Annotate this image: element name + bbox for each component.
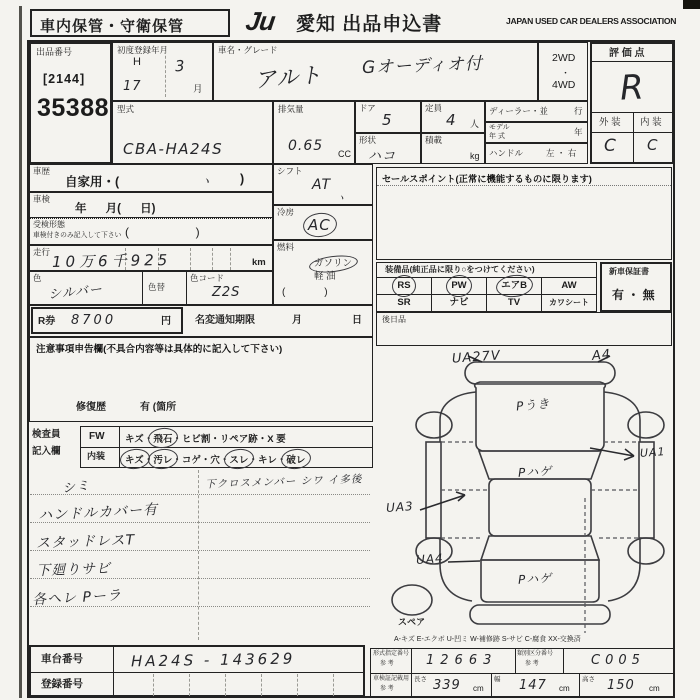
color-code-label: 色コード [190,273,225,283]
mileage-grid3 [190,248,191,270]
dealer-suffix: 行 [574,106,583,116]
scan-corner-mark [683,0,700,9]
plate-grid1 [153,674,154,696]
color-change-label: 色替 [148,282,166,292]
lot-number-box [29,42,112,164]
reg-month-value: 3 [174,56,187,76]
grade-divider3 [592,132,672,133]
grade-divider [592,61,672,62]
model-year-cell [485,122,588,143]
spare-label: スペア [398,617,426,627]
lot-number-label: 出品番号 [36,47,73,57]
drive-dot: ・ [561,68,571,78]
spec-width-unit: cm [559,684,570,693]
aircon-cell [273,205,373,240]
name-change-row [29,305,373,337]
r-ticket-box [31,307,183,334]
damage-rear-left: UA4 [415,551,445,567]
inspector-label1: 検査員 [32,429,61,440]
model-year-suffix: 年 [574,127,583,137]
spec-vdiv2 [515,649,516,673]
steering-value: 左 ・ 右 [546,148,577,158]
chassis-hdiv [31,672,363,673]
aircon-value: AC [308,216,331,234]
history-row [29,164,273,192]
mileage-grid4 [212,248,213,270]
grade-box [590,42,674,164]
fuel-diesel: 軽 油 [314,271,336,282]
plate-grid5 [297,674,298,696]
plate-grid3 [225,674,226,696]
chassis-label: 車台番号 [41,653,83,665]
note-dents: 各ヘレ Pーラ [31,587,123,609]
side-rail-left [426,442,441,538]
dealer-cell [485,101,588,122]
plate-label: 登録番号 [41,678,83,690]
month-suffix: 月 [193,84,203,95]
model-code-box [112,101,273,164]
equip-rs: RS [377,278,431,294]
shaken-label: 車検 [33,194,51,204]
shift-value: AT [312,177,332,193]
color-div1 [142,272,143,304]
plate-grid2 [189,674,190,696]
spec-length-unit: cm [473,684,484,693]
inspector-table [80,426,373,468]
exterior-value: C [604,136,617,156]
fuel-gasoline: ガソリン [314,258,353,269]
shape-cell [355,133,421,164]
color-div2 [186,272,187,304]
sales-point-divider [377,185,671,186]
lot-number: 35388 [37,94,110,122]
note-underbody-rust: 下廻りサビ [35,560,112,580]
warranty-box [600,262,672,312]
equip-pw: PW [431,278,486,294]
load-label: 積載 [425,135,443,145]
sheet-title: 愛知 出品申込書 [296,14,443,35]
lot-stamp: [2144] [43,72,86,86]
rear-fender-left [440,538,472,601]
shape-value: ハコ [368,149,397,164]
shift-cell [273,164,373,205]
chassis-vdiv [113,647,114,695]
storage-box [30,9,230,37]
spec-table [370,648,675,697]
name-change-label: 名変通知期限 [195,315,255,326]
note-studless: スタッドレスT [35,532,136,552]
history-close: ) [240,172,245,186]
doors-label: ドア [359,103,376,113]
mileage-label: 走行 [33,247,51,257]
caution-box [29,337,373,422]
name-change-month: 月 [292,315,302,326]
sales-point-label: セールスポイント(正常に機能するものに限ります) [382,174,592,184]
equipment-label: 装備品(純正品に限り○をつけてください) [385,265,535,274]
model-code-value: CBA-HA24S [123,140,224,158]
damage-front-left: UA27V [451,348,502,367]
era-letter: H [133,56,141,68]
capacity-cell [421,101,485,133]
rear-window [481,536,599,560]
damage-rear: Pハゲ [517,571,553,587]
car-name-box [213,42,538,101]
association-name: JAPAN USED CAR DEALERS ASSOCIATION [506,16,677,26]
color-code-value: Z2S [212,285,241,300]
spec-height-value: 150 [607,678,635,693]
shape-label: 形状 [359,135,377,145]
jukken-note: 車検付きのみ記入して下さい [33,232,122,239]
guide-vline [198,470,199,640]
capacity-label: 定員 [425,103,443,113]
car-name-label: 車名・グレード [218,45,278,55]
spec-vdiv3 [563,649,564,673]
car-diagram [372,348,675,645]
grade-value: R [618,67,646,109]
caution-label: 注意事項申告欄(不具合内容等は具体的に記入して下さい) [36,344,283,355]
insp-fw-items: キズ・飛石・ヒビ割・リペア跡・X 要 [125,431,286,445]
spec-width-value: 147 [519,678,547,693]
color-label: 色 [33,273,42,283]
jukken-paren: ( ) [125,225,200,239]
car-topview-svg [372,348,675,645]
mileage-value: 10万6千925 [51,250,172,272]
model-code-label: 型式 [117,104,135,114]
later-item-label: 後日品 [382,315,406,324]
mileage-grid5 [230,248,231,270]
insp-interior-items: キズ・汚レ・コゲ・穴・スレ・キレ・破レ [125,452,305,466]
spec-doc-label: 車検証記載用 [373,676,410,682]
note-handle-cover: ハンドルカバー有 [37,501,159,525]
ua4-arrow [448,561,480,562]
later-item-box [376,312,672,346]
steering-cell [485,143,588,164]
fuel-cell [273,240,373,305]
chassis-value: HA24S - 143629 [130,649,296,671]
doors-cell [355,101,421,133]
spec-vdiv1 [411,649,412,696]
model-year-label: モデル [489,124,510,131]
warranty-value: 有 ・ 無 [612,288,655,302]
color-value: シルバー [47,282,104,303]
car-grade-note: Gオーディオ付 [361,53,484,79]
jukken-row [29,218,273,245]
damage-side-left: UA3 [385,499,415,515]
spec-vdiv4 [491,673,492,698]
insp-interior-head: 内装 [87,451,106,461]
displacement-label: 排気量 [278,104,304,114]
spec-length-label: 長さ [414,676,427,683]
damage-hood: Pうき [515,396,551,414]
storage-label: 車内保管・守衛保管 [40,18,185,35]
repair-history-value: 有 (箇所 [140,402,177,413]
plate-grid4 [261,674,262,696]
damage-roof: Pハゲ [517,464,553,480]
model-year-label2: 年 式 [489,133,505,140]
doors-value: 5 [382,111,393,129]
chassis-plate-box [29,645,365,697]
equipment-grid [377,277,596,311]
ju-logo: Ju [243,6,277,36]
equip-sr: SR [397,297,411,308]
equipment-box [376,262,597,312]
equip-leather: カワシート [541,295,596,311]
wheel-front-left [416,412,452,438]
shift-tick: ヽ [336,193,347,204]
plate-grid6 [333,674,334,696]
spec-vdiv5 [579,673,580,698]
history-label: 車歴 [33,166,51,176]
capacity-unit: 人 [470,119,480,129]
fuel-label: 燃料 [277,242,295,252]
scan-edge-line [19,6,22,698]
color-row [29,271,273,305]
spec-class-value: C005 [591,653,645,668]
hood [475,382,606,451]
dealer-label: ディーラー・並 [489,106,548,116]
grade-label: 評 価 点 [609,48,645,59]
displacement-box [273,101,355,164]
spec-class-label: 類別区分番号 [517,651,554,657]
sales-point-box [376,167,672,260]
mileage-row [29,245,273,271]
equip-aw: AW [541,278,596,294]
history-tick: ヽ [200,174,214,188]
r-ticket-label: R券 [38,316,56,327]
roof [489,479,591,536]
damage-front-right: A4 [591,347,612,364]
name-change-day: 日 [352,315,362,326]
reg-divider [165,51,166,97]
steering-label: ハンドル [489,148,524,158]
first-registration-box [112,42,213,101]
spec-type-ref: 参 考 [380,661,394,667]
rear-fender-right [608,538,640,601]
equip-tv: TV [486,295,541,311]
wheel-rear-right [628,538,664,564]
grade-divider2 [592,112,672,113]
spare-tire [392,585,432,615]
mileage-unit: km [252,257,266,268]
shaken-row [29,192,273,218]
grade-vdivider [633,112,634,163]
equip-navi: ナビ [431,295,486,311]
insp-fw-head: FW [89,431,105,442]
spec-type-label: 形式指定番号 [373,651,410,657]
history-value: 自家用・( [65,175,120,189]
spec-class-ref: 参 考 [525,661,539,667]
spec-height-label: 高さ [582,676,595,683]
drive-2wd: 2WD [552,52,576,64]
equip-airbag: エアB [486,278,541,294]
note-stain: シミ [61,478,92,497]
load-unit: kg [470,151,480,161]
jukken-label: 受検形態 [33,220,65,229]
load-cell [421,133,485,164]
interior-label: 内 装 [640,117,662,128]
spec-height-unit: cm [649,684,660,693]
fuel-paren: ( ) [282,287,328,298]
r-ticket-value: 8700 [71,313,117,328]
drive-type-box [538,42,588,101]
spec-doc-ref: 参 考 [380,686,394,692]
car-name-value: アルト [253,63,324,94]
interior-value: C [647,136,659,154]
inspector-label2: 記入欄 [32,446,61,457]
reg-year-value: 17 [123,79,142,94]
spec-width-label: 幅 [494,676,501,683]
insp-hdiv [81,447,372,448]
spec-hdiv [371,673,674,674]
aircon-label: 冷房 [277,207,295,217]
ua1-arrow [590,448,634,460]
first-registration-label: 初度登録年月 [117,45,169,55]
rear-bumper [470,605,610,624]
drive-4wd: 4WD [552,79,576,91]
front-bumper [465,362,615,384]
capacity-value: 4 [446,111,457,129]
repair-history-label: 修復歴 [76,402,106,413]
warranty-label: 新車保証書 [609,267,649,276]
shaken-value: 年 月( 日) [75,203,156,215]
shift-label: シフト [277,166,303,176]
spec-type-value: 12663 [426,653,498,668]
r-ticket-unit: 円 [161,316,171,327]
exterior-label: 外 装 [599,117,621,128]
damage-legend: A-キズ E-エクボ U-凹ミ W-補修跡 S-サビ C-腐食 XX-交換済 [394,636,581,643]
spec-length-value: 339 [433,678,461,693]
displacement-value: 0.65 [288,138,324,154]
damage-side-right: UA1 [639,445,667,460]
note-crossmember: 下クロスメンバー シワ イ多後 [204,473,363,491]
displacement-unit: CC [338,149,351,159]
wheel-front-right [628,412,664,438]
